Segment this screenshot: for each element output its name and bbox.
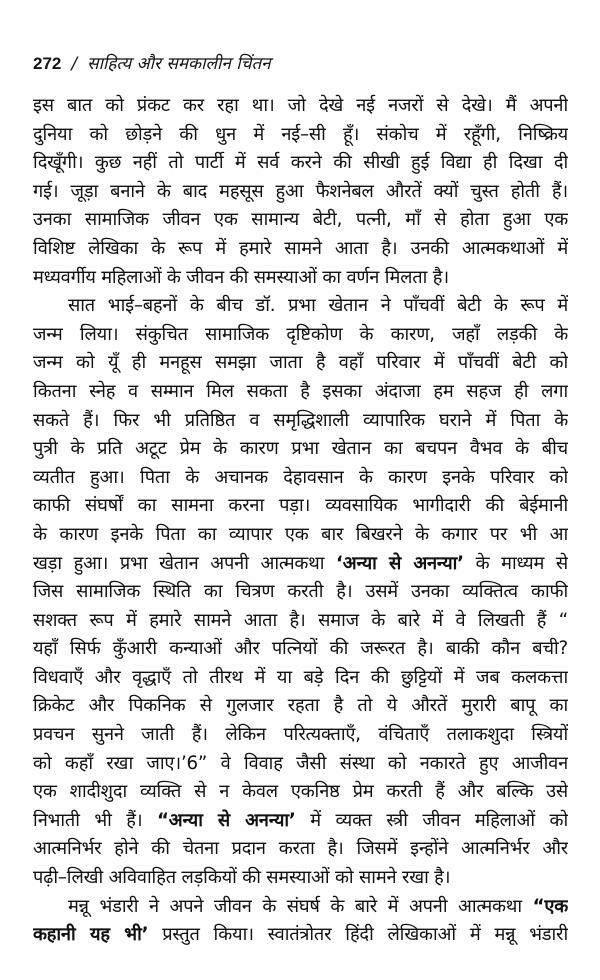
book-title: साहित्य और समकालीन चिंतन bbox=[87, 54, 271, 74]
autobiography-title: ‘अन्या से अनन्या’ bbox=[336, 552, 464, 574]
autobiography-title: “एक bbox=[532, 895, 568, 917]
text-line: सकते हैं। फिर भी प्रतिष्ठित व समृद्धिशाली व्यापारिक घराने में पिता के bbox=[33, 409, 568, 431]
text-line: दुनिया को छोड़ने की धुन में नई–सी हूँ। संकोच में रहूँगी, निष्क्रिय bbox=[33, 123, 568, 145]
line-text: खड़ा हुआ। प्रभा खेतान अपनी आत्मकथा bbox=[33, 552, 337, 574]
text-line: व्यतीत हुआ। पिता के अचानक देहावसान के कारण इनके परिवार को bbox=[33, 466, 568, 488]
text-line: मध्यवर्गीय महिलाओं के जीवन की समस्याओं का वर्णन मिलता है। bbox=[33, 266, 449, 288]
text-line: आत्मनिर्भर होने की चेतना प्रदान करता है। जिसमें इन्होंने आत्मनिर्भर और bbox=[33, 838, 568, 860]
paragraph bbox=[33, 893, 568, 950]
text-line: को कहाँ रखा जाए।’6” वे विवाह जैसी संस्था को नकारते हुए आजीवन bbox=[33, 752, 568, 774]
text-line: जन्म को यूँ ही मनहूस समझा जाता है वहाँ परिवार में पाँचवीं बेटी को bbox=[33, 352, 568, 374]
text-line: क्रिकेट और पिकनिक से गुलजार रहता है तो ये औरतें मुरारी बापू का bbox=[33, 695, 568, 717]
text-line: कितना स्नेह व सम्मान मिल सकता है इसका अंदाजा हम सहज ही लगा bbox=[33, 380, 568, 402]
text-line-with-title bbox=[33, 893, 568, 922]
text-line: विशिष्ट लेखिका के रूप में हमारे सामने आता है। उनकी आत्मकथाओं में bbox=[33, 237, 568, 259]
text-line: जिस सामाजिक स्थिति का चित्रण करती है। उसमें उनका व्यक्तित्व काफी bbox=[33, 581, 568, 603]
text-line: पढ़ी–लिखी अविवाहित लड़कियों की समस्याओं को सामने रखा है। bbox=[33, 867, 451, 889]
text-line: यहाँ सिर्फ कुँआरी कन्याओं और पत्नियों की जरूरत है। बाकी कौन बची? bbox=[33, 638, 568, 660]
text-line: जन्म लिया। संकुचित सामाजिक दृष्टिकोण के कारण, जहाँ लड़की के bbox=[33, 323, 568, 345]
text-line: पुत्री के प्रति अटूट प्रेम के कारण प्रभा खेतान का बचपन वैभव के बीच bbox=[33, 438, 568, 460]
line-text: में व्यक्त स्त्री जीवन महिलाओं को bbox=[295, 809, 568, 831]
header-separator: / bbox=[71, 54, 78, 74]
paragraph bbox=[33, 292, 568, 892]
running-header bbox=[33, 52, 271, 76]
text-line: विधवाएँ और वृद्धाएँ तो तीरथ में या बड़े दिन की छुट्टियों में जब कलकत्ता bbox=[33, 666, 568, 688]
body-text bbox=[33, 92, 568, 950]
text-line: उनका सामाजिक जीवन एक सामान्य बेटी, पत्नी, माँ से होता हुआ एक bbox=[33, 209, 568, 231]
line-text: निभाती भी हैं। bbox=[33, 809, 158, 831]
text-line: दिखूँगी। कुछ नहीं तो पार्टी में सर्व करने की सीखी हुई विद्या ही दिखा दी bbox=[33, 152, 568, 174]
text-line: सात भाई–बहनों के बीच डॉ. प्रभा खेतान ने पाँचवीं बेटी के रूप में bbox=[68, 295, 568, 317]
text-line: प्रवचन सुनने जाती हैं। लेकिन परित्यक्ताएँ, वंचिताएँ तलाकशुदा स्त्रियों bbox=[33, 724, 568, 746]
text-line-with-title bbox=[33, 921, 568, 950]
text-line-with-title bbox=[33, 807, 568, 836]
text-line: इस बात को प्रंकट कर रहा था। जो देखे नई नजरों से देखे। मैं अपनी bbox=[33, 95, 568, 116]
page-number: 272 bbox=[33, 54, 62, 73]
text-line: सशक्त रूप में हमारे सामने आता है। समाज के बारे में वे लिखती हैं “ bbox=[33, 609, 568, 631]
line-text: के माध्यम से bbox=[463, 552, 568, 574]
text-line: के कारण इनके पिता का व्यापार एक बार बिखरने के कगार पर भी आ bbox=[33, 523, 568, 545]
paragraph bbox=[33, 92, 568, 292]
text-line-with-title bbox=[33, 550, 568, 579]
line-text: प्रस्तुत किया। स्वातंत्रोतर हिंदी लेखिकाओं में मन्नू भंडारी bbox=[148, 924, 568, 946]
autobiography-title: “अन्या से अनन्या’ bbox=[157, 809, 296, 831]
autobiography-title: कहानी यह भी’ bbox=[33, 924, 149, 946]
text-line: गई। जूड़ा बनाने के बाद महसूस हुआ फैशनेबल औरतें क्यों चुस्त होती हैं। bbox=[33, 180, 568, 202]
text-line: काफी संघर्षों का सामना करना पड़ा। व्यवसायिक भागीदारी की बेईमानी bbox=[33, 495, 568, 517]
line-text: मन्नू भंडारी ने अपने जीवन के संघर्ष के बारे में अपनी आत्मकथा bbox=[68, 895, 533, 917]
text-line: एक शादीशुदा व्यक्ति से न केवल एकनिष्ठ प्रेम करती हैं और बल्कि उसे bbox=[33, 781, 568, 803]
